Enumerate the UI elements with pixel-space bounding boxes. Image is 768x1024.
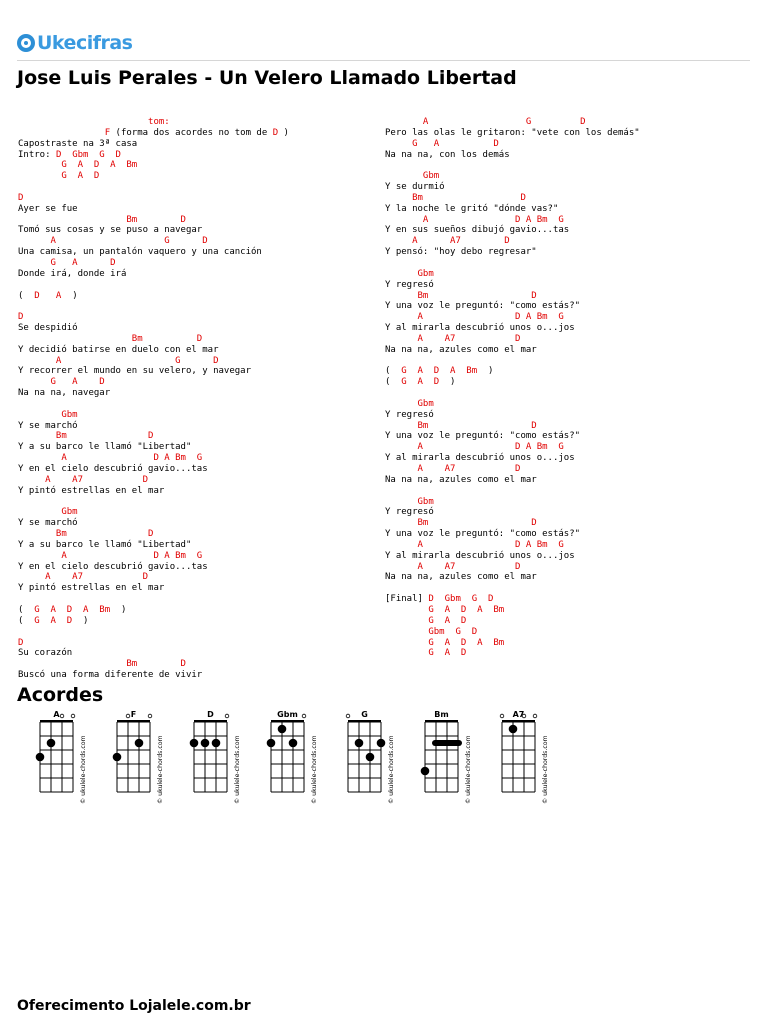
logo-text: Ukecifras (37, 32, 133, 54)
mixed-line (18, 150, 368, 161)
chord-nut (194, 720, 227, 723)
finger-dot (190, 739, 199, 748)
text-token: ) (77, 615, 89, 626)
text-token: ( (385, 366, 396, 377)
lyric-line: Donde irá, donde irá (18, 268, 127, 279)
finger-dot (421, 767, 430, 776)
open-string-marker (346, 714, 350, 718)
chord-line: Bm D (18, 659, 186, 670)
finger-dot (135, 739, 144, 748)
chord-name: F (130, 710, 137, 719)
lyric-line: Y regresó (385, 279, 434, 290)
chord-line: Gbm (385, 496, 434, 507)
chord-line: A D A Bm G (385, 539, 564, 550)
lyric-line: Y se durmió (385, 182, 445, 193)
lyric-line: Na na na, con los demás (385, 149, 510, 160)
mixed-line (18, 128, 368, 139)
lyric-line: Y una voz le preguntó: "como estás?" (385, 529, 581, 540)
blank-line (385, 356, 745, 367)
lyric-line: Buscó una forma diferente de vivir (18, 670, 203, 681)
lyric-line: Capostraste na 3ª casa (18, 138, 138, 149)
text-token: ( (18, 615, 29, 626)
watermark-text: © ukulele-chords.com (80, 735, 87, 804)
lyric-line: Y pintó estrellas en el mar (18, 485, 165, 496)
chord-diagram-d (189, 708, 249, 808)
chord-token: F (104, 127, 111, 138)
chord-diagram-svg (266, 708, 326, 808)
text-token: ( (18, 290, 29, 301)
blank-line (385, 258, 745, 269)
chord-line: Gbm (18, 409, 78, 420)
lyric-line: Na na na, navegar (18, 388, 111, 399)
chord-line: G A D A Bm (385, 637, 505, 648)
chord-line: Bm D (385, 518, 537, 529)
chord-diagram-svg (497, 708, 557, 808)
chord-line: G A D A Bm (18, 160, 138, 171)
chord-nut (502, 720, 535, 723)
finger-dot (366, 753, 375, 762)
blank-line (18, 594, 368, 605)
chord-diagram-g (343, 708, 403, 808)
chord-line: D (18, 637, 24, 648)
text-token: ( (385, 377, 396, 388)
chord-diagram-svg (189, 708, 249, 808)
open-string-marker (126, 714, 130, 718)
chord-token: D A (28, 290, 67, 301)
chord-line: G A D (385, 138, 499, 149)
text-token: ) (278, 127, 289, 138)
chord-diagram-svg (343, 708, 403, 808)
chord-nut (348, 720, 381, 723)
blank-line (18, 399, 368, 410)
finger-dot (36, 753, 45, 762)
chord-line: A A7 D (385, 236, 510, 247)
lyric-line: Una camisa, un pantalón vaquero y una canción (18, 247, 262, 258)
lyric-line: Y pensó: "hoy debo regresar" (385, 247, 537, 258)
chord-token: D (272, 127, 279, 138)
chord-line: G A D (385, 648, 467, 659)
open-string-marker (225, 714, 229, 718)
blank-line (18, 280, 368, 291)
open-string-marker (60, 714, 64, 718)
chord-line: Bm D (18, 431, 154, 442)
chord-line: A D A Bm G (18, 453, 203, 464)
watermark-text: © ukulele-chords.com (388, 735, 395, 804)
song-title: Jose Luis Perales - Un Velero Llamado Libertad (17, 67, 517, 89)
chord-line: A A7 D (385, 333, 521, 344)
lyric-line: Y a su barco le llamó "Libertad" (18, 442, 192, 453)
chord-line: Gbm (385, 171, 440, 182)
mixed-line (385, 366, 745, 377)
chord-line: A A7 D (18, 572, 149, 583)
chord-nut (117, 720, 150, 723)
blank-line (385, 486, 745, 497)
lyric-line: Y regresó (385, 507, 434, 518)
chord-token: G A D A Bm (395, 366, 483, 377)
lyric-line: Y en sus sueños dibujó gavio...tas (385, 225, 570, 236)
lyric-line: Pero las olas le gritaron: "vete con los demás" (385, 127, 640, 138)
blank-line (18, 301, 368, 312)
open-string-marker (533, 714, 537, 718)
lyric-line: Tomó sus cosas y se puso a navegar (18, 225, 203, 236)
chord-line: G A D A Bm (385, 604, 505, 615)
chord-diagram-bm (420, 708, 480, 808)
open-string-marker (71, 714, 75, 718)
lyric-line: Y en el cielo descubrió gavio...tas (18, 464, 208, 474)
mixed-line (18, 605, 368, 616)
text-token: [Final] (385, 594, 429, 605)
lyric-line: Na na na, azules como el mar (385, 474, 537, 485)
chord-diagram-a (35, 708, 95, 808)
ukulele-badge-icon (17, 34, 35, 52)
blank-line (385, 388, 745, 399)
chord-name: A (53, 710, 60, 719)
chord-line: A A7 D (385, 561, 521, 572)
chord-line: A A7 D (18, 474, 149, 485)
chord-name: Bm (434, 710, 449, 719)
text-token: ) (482, 366, 494, 377)
chord-diagram-svg (112, 708, 172, 808)
blank-line (18, 627, 368, 638)
chord-line: A D A Bm G (18, 550, 203, 561)
lyric-line: Y pintó estrellas en el mar (18, 583, 165, 594)
finger-dot (201, 739, 210, 748)
text-token: ) (444, 377, 456, 388)
watermark-text: © ukulele-chords.com (157, 735, 164, 804)
lyric-line: Y a su barco le llamó "Libertad" (18, 539, 192, 550)
blank-line (385, 583, 745, 594)
blank-line (18, 182, 368, 193)
blank-line (18, 497, 368, 508)
lyric-line: Y al mirarla descubrió unos o...jos (385, 323, 575, 334)
chord-line: A D A Bm G (385, 312, 564, 323)
chord-token: D Gbm G D (428, 594, 494, 605)
chord-line: Gbm (385, 398, 434, 409)
lyric-line: Se despidió (18, 323, 78, 334)
chord-line: Bm D (385, 290, 537, 301)
lyric-line: Y decidió batirse en duelo con el mar (18, 344, 219, 355)
lyric-line: Ayer se fue (18, 203, 78, 214)
finger-dot (377, 739, 386, 748)
chord-name: D (207, 710, 214, 719)
text-token: Intro: (18, 149, 56, 160)
chord-line: A A7 D (385, 464, 521, 474)
watermark-text: © ukulele-chords.com (465, 735, 472, 804)
chord-line: A G D (18, 355, 219, 366)
chord-name: G (361, 710, 368, 719)
watermark-text: © ukulele-chords.com (234, 735, 241, 804)
chord-line: Gbm G D (385, 626, 478, 637)
chord-name: Gbm (277, 710, 298, 719)
chord-diagram-a7 (497, 708, 557, 808)
finger-dot (289, 739, 298, 748)
finger-dot (113, 753, 122, 762)
chord-line: G A D (18, 171, 100, 182)
footer-sponsor: Oferecimento Lojalele.com.br (17, 998, 251, 1014)
chord-nut (425, 720, 458, 723)
lyric-line: Y regresó (385, 409, 434, 420)
lyric-line: Y una voz le preguntó: "como estás?" (385, 431, 581, 442)
lyric-line: Y se marchó (18, 518, 78, 529)
chord-line: Gbm (18, 507, 78, 518)
open-string-marker (500, 714, 504, 718)
chord-line: G A D (18, 377, 105, 388)
watermark-text: © ukulele-chords.com (311, 735, 318, 804)
text-token: ( (18, 604, 29, 615)
finger-dot (355, 739, 364, 748)
chord-line: Bm D (18, 529, 154, 540)
lyric-line: Y la noche le gritó "dónde vas?" (385, 203, 559, 214)
chord-line: Bm D (385, 192, 526, 203)
open-string-marker (148, 714, 152, 718)
chord-diagram-svg (420, 708, 480, 808)
mixed-line (18, 291, 368, 302)
chord-line: A G D (18, 236, 208, 247)
lyric-line: Na na na, azules como el mar (385, 344, 537, 355)
lyric-line: Y una voz le preguntó: "como estás?" (385, 301, 581, 312)
chord-token: G A D (28, 615, 78, 626)
chord-token: G A D A Bm (28, 604, 116, 615)
chord-line: Gbm (385, 268, 434, 279)
blank-line (385, 160, 745, 171)
chord-line: A D A Bm G (385, 214, 564, 225)
text-token: ) (66, 290, 78, 301)
chord-nut (271, 720, 304, 723)
ukecifras-logo[interactable] (17, 32, 132, 54)
chords-section-title: Acordes (17, 684, 104, 706)
chord-line: G A D (385, 615, 467, 626)
finger-dot (509, 725, 518, 734)
chord-name: A7 (512, 710, 525, 719)
chord-token: D Gbm G D (55, 149, 121, 160)
lyric-line: Y al mirarla descubrió unos o...jos (385, 550, 575, 561)
text-token (18, 128, 105, 138)
open-string-marker (302, 714, 306, 718)
song-column-left (18, 117, 368, 681)
lyric-line: Y en el cielo descubrió gavio...tas (18, 561, 208, 572)
chord-token: G A D (395, 377, 445, 388)
text-token: (forma dos acordes no tom de (110, 127, 273, 138)
lyric-line: Y recorrer el mundo en su velero, y navegar (18, 366, 251, 377)
lyric-line: Y al mirarla descubrió unos o...jos (385, 453, 575, 464)
mixed-line (18, 616, 368, 627)
mixed-line (385, 377, 745, 388)
finger-dot (212, 739, 221, 748)
chord-diagram-gbm (266, 708, 326, 808)
chord-nut (40, 720, 73, 723)
chord-line: tom: (18, 117, 170, 127)
finger-dot (278, 725, 287, 734)
finger-dot (267, 739, 276, 748)
text-token: ) (115, 604, 127, 615)
lyric-line: Su corazón (18, 648, 73, 659)
chord-line: Bm D (385, 420, 537, 431)
chord-line: G A D (18, 257, 116, 268)
watermark-text: © ukulele-chords.com (542, 735, 549, 804)
mixed-line (385, 594, 745, 605)
lyric-line: Y se marchó (18, 420, 78, 431)
barre-marker (432, 740, 462, 746)
song-column-right (385, 117, 745, 659)
chord-line: Bm D (18, 333, 203, 344)
chord-line: A G D (385, 117, 586, 127)
finger-dot (47, 739, 56, 748)
chord-line: Bm D (18, 214, 186, 225)
chord-diagram-svg (35, 708, 95, 808)
lyric-line: Na na na, azules como el mar (385, 572, 537, 583)
chord-line: A D A Bm G (385, 442, 564, 453)
chord-line: D (18, 192, 24, 203)
chord-diagram-f (112, 708, 172, 808)
chord-line: D (18, 312, 24, 323)
chord-diagrams (35, 708, 595, 808)
header-divider (17, 60, 750, 61)
